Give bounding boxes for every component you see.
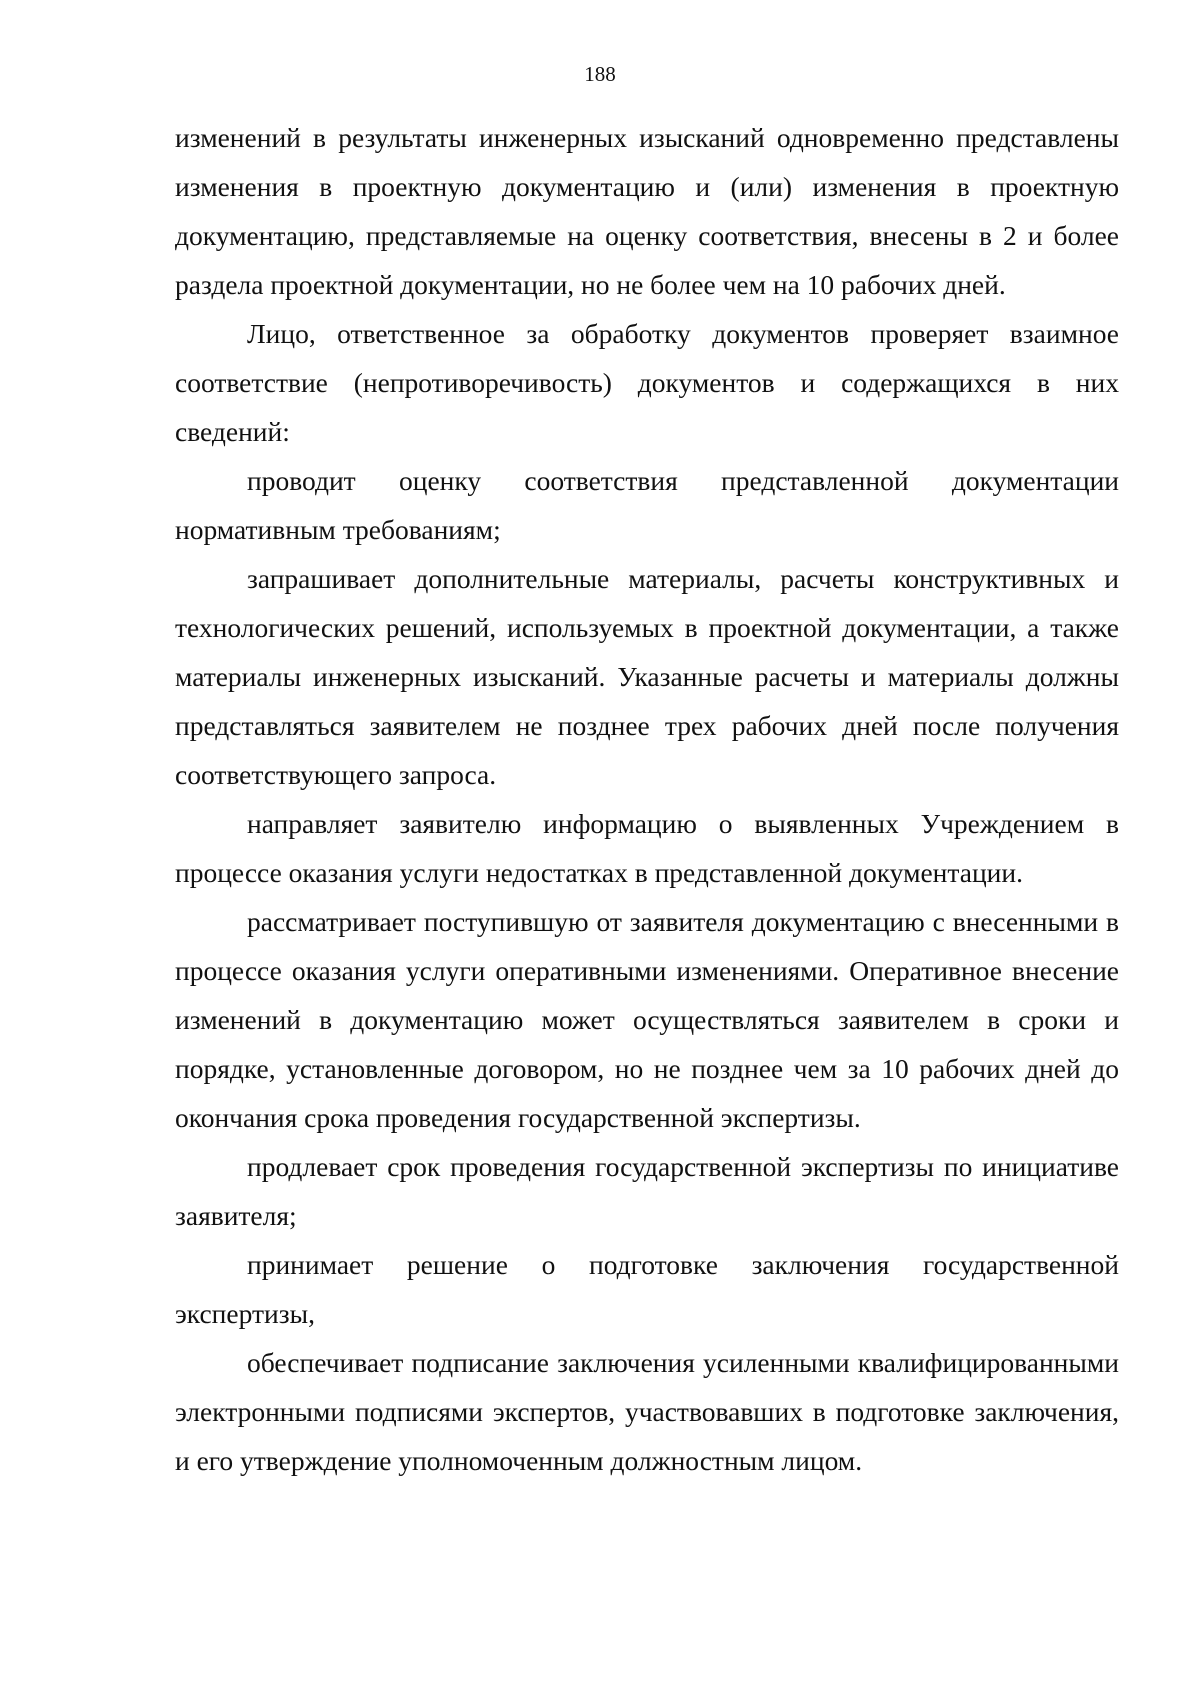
paragraph-review-changes: рассматривает поступившую от заявителя документацию с внесенными в процессе оказания услуги оперативными изменениями. Оперативное внесение изменений в документацию может осуществляться заявителем в сроки и порядке, установленные договором, но не позднее чем за 10 рабочих дней до окончания срока проведения государственной экспертизы. [175, 906, 1119, 1133]
paragraph-signing: обеспечивает подписание заключения усиленными квалифицированными электронными подписями экспертов, участвовавших в подготовке заключения, и его утверждение уполномоченным должностным лицом. [175, 1347, 1119, 1476]
paragraph-request-materials: запрашивает дополнительные материалы, расчеты конструктивных и технологических решений, используемых в проектной документации, а также материалы инженерных изысканий. Указанные расчеты и материалы должны представляться заявителем не позднее трех рабочих дней после получения соответствующего запроса. [175, 563, 1119, 790]
paragraph-responsible-person: Лицо, ответственное за обработку документов проверяет взаимное соответствие (непротиворечивость) документов и содержащихся в них сведений: [175, 318, 1119, 447]
paragraph-extend-term: продлевает срок проведения государственной экспертизы по инициативе заявителя; [175, 1151, 1119, 1231]
paragraph-conformity-assessment: проводит оценку соответствия представленной документации нормативным требованиям; [175, 465, 1119, 545]
page-number: 188 [584, 62, 616, 86]
paragraph-notify-applicant: направляет заявителю информацию о выявленных Учреждением в процессе оказания услуги недостатках в представленной документации. [175, 808, 1119, 888]
paragraph-decision: принимает решение о подготовке заключения государственной экспертизы, [175, 1249, 1119, 1329]
paragraph-continuation: изменений в результаты инженерных изысканий одновременно представлены изменения в проектную документацию и (или) изменения в проектную документацию, представляемые на оценку соответствия, внесены в 2 и более раздела проектной документации, но не более чем на 10 рабочих дней. [175, 122, 1119, 300]
page-body [175, 113, 1119, 1485]
